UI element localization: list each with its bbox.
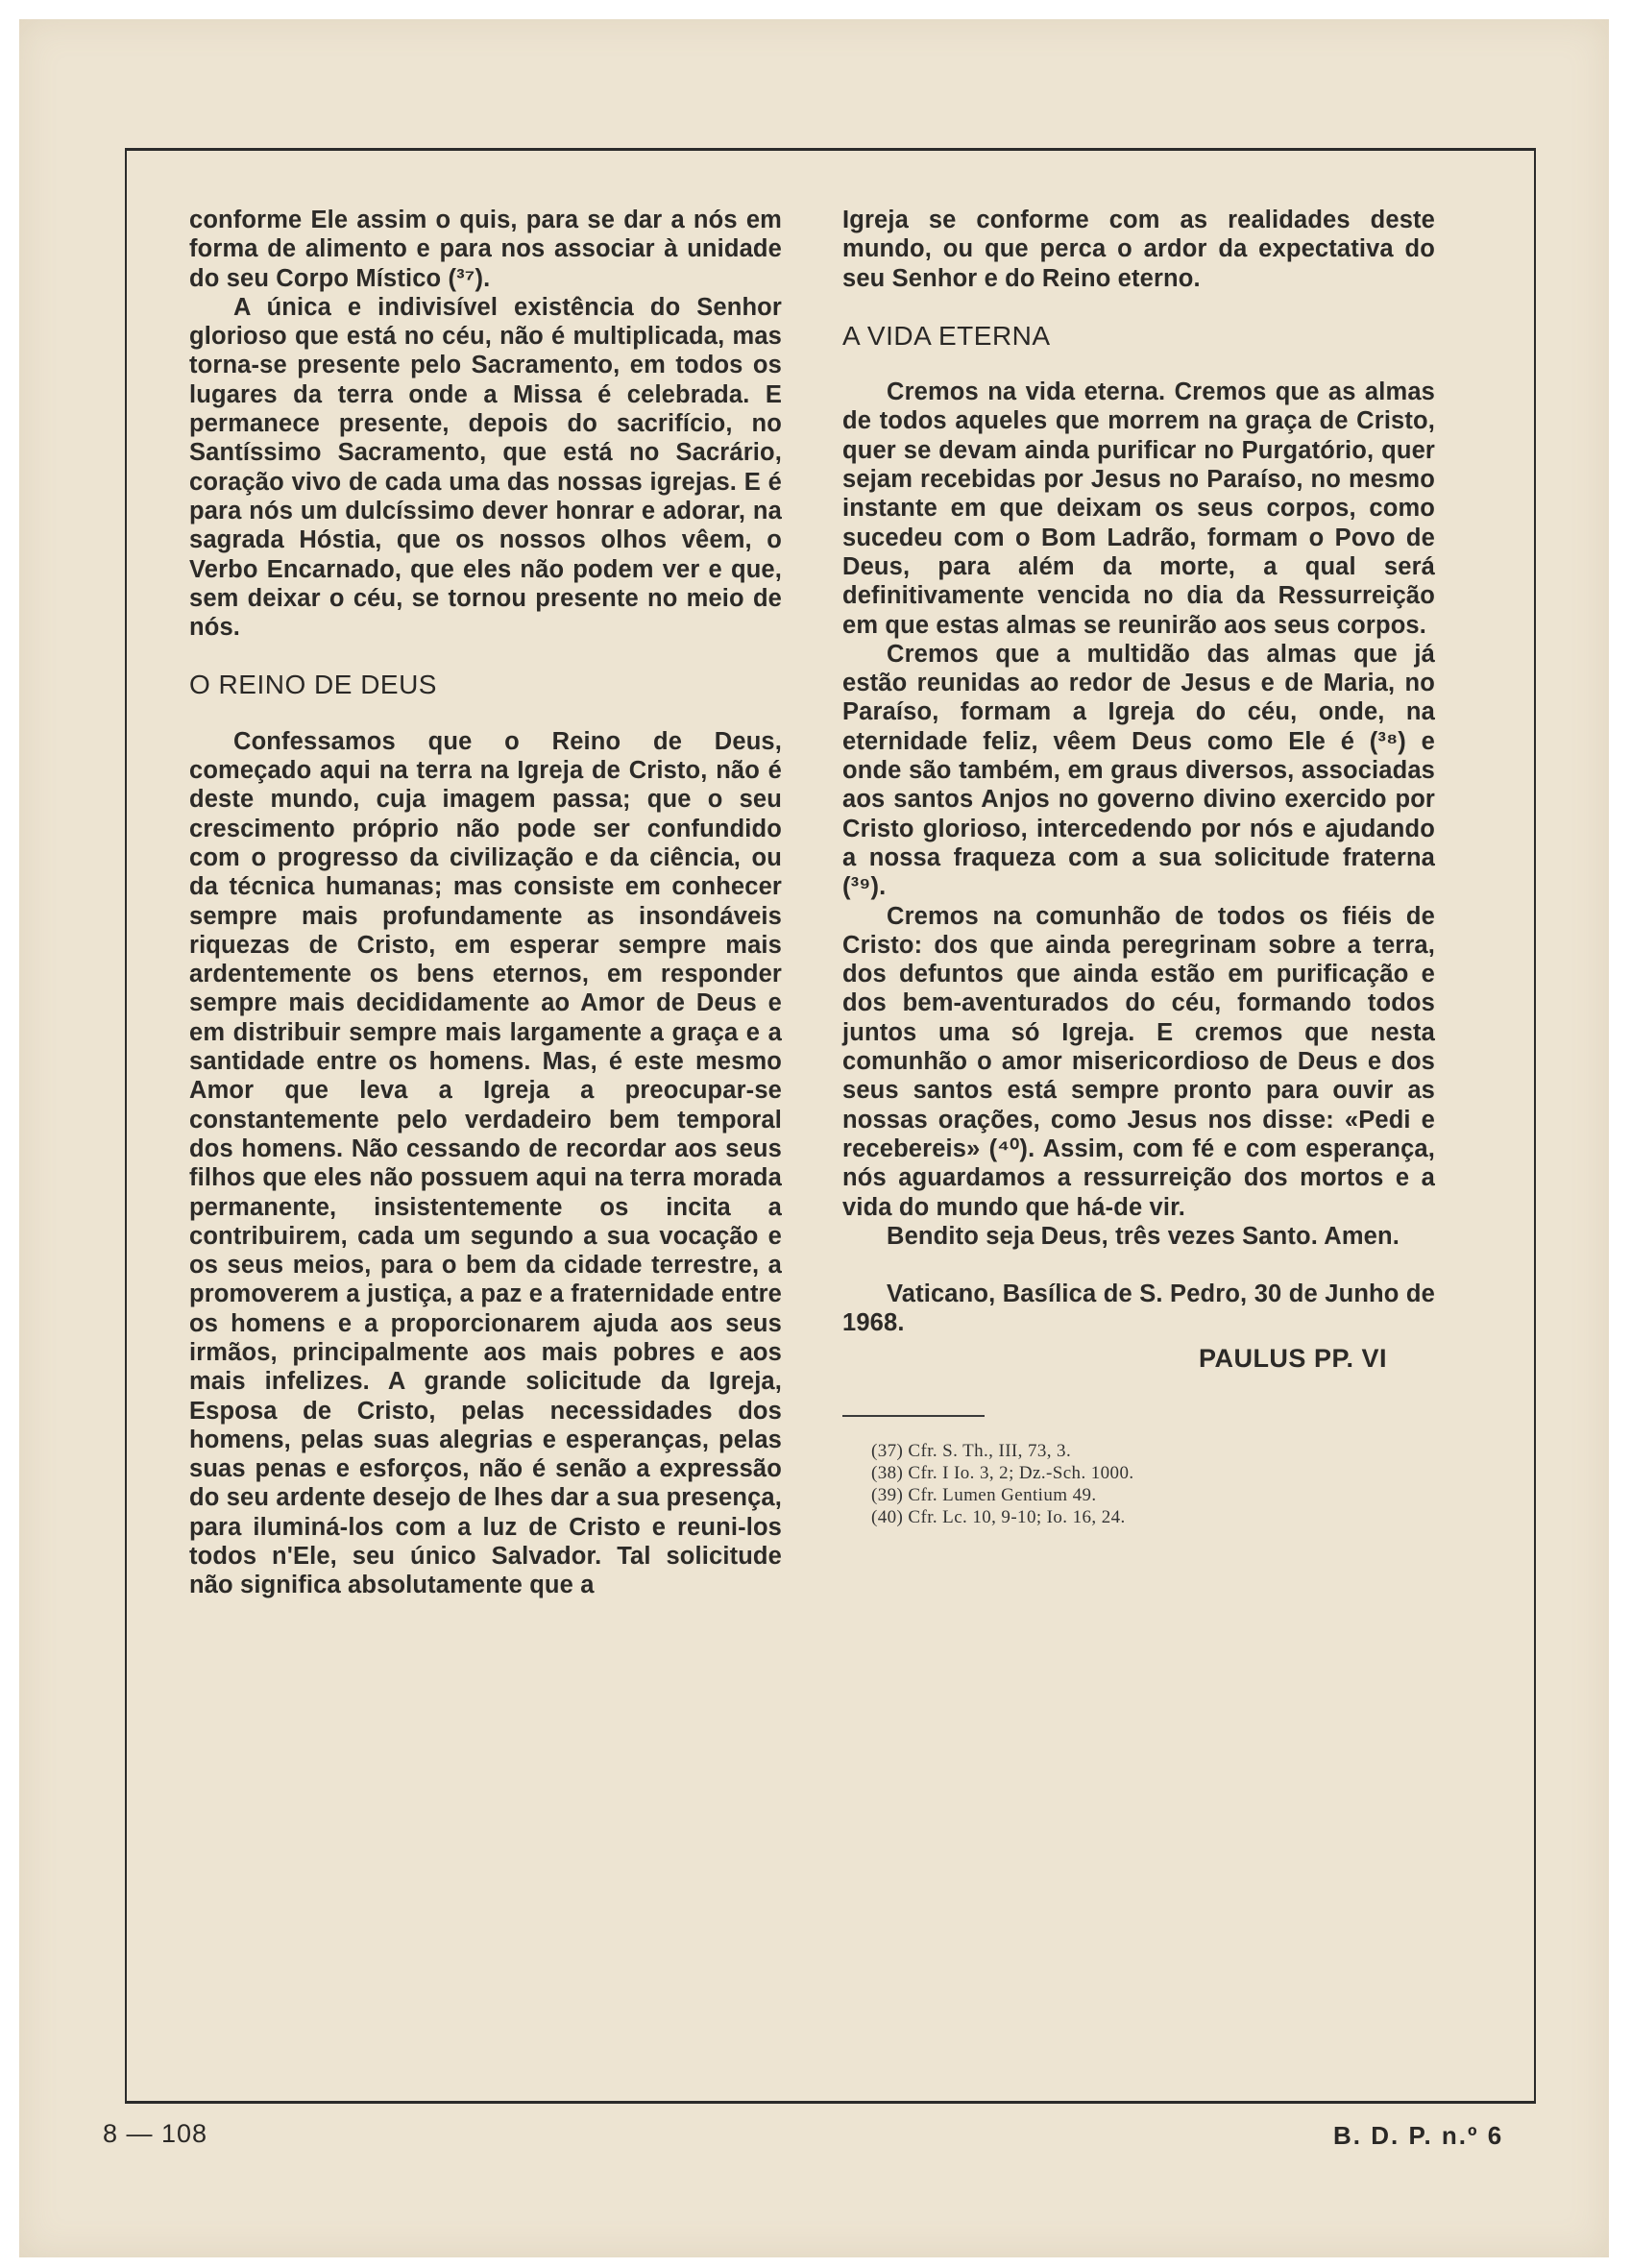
section-heading-reino-de-deus: O REINO DE DEUS (189, 670, 437, 700)
section-heading-vida-eterna: A VIDA ETERNA (842, 320, 1051, 351)
paragraph: Cremos que a multidão das almas que já estão reunidas ao redor de Jesus e de Maria, no Paraíso, formam a Igreja do céu, onde, na eternidade feliz, vêem Deus como Ele é (³⁸) e onde são também, em graus diversos, associadas aos santos Anjos no governo divino exercido por Cristo glorioso, intercedendo por nós e ajudando a nossa fraqueza com a sua solicitude fraterna (³⁹). (842, 640, 1435, 901)
paragraph: Cremos na comunhão de todos os fiéis de Cristo: dos que ainda peregrinam sobre a terra, dos defuntos que ainda estão em purificação e dos bem-aventurados do céu, formando todos juntos uma só Igreja. E cremos que nesta comunhão o amor misericordioso de Deus e dos seus santos está sempre pronto para ouvir as nossas orações, como Jesus nos disse: «Pedi e recebereis» (⁴⁰). Assim, com fé e com esperança, nós aguardamos a ressurreição dos mortos e a vida do mundo que há-de vir. (842, 902, 1435, 1221)
footnote-divider (842, 1415, 985, 1417)
page-number: 8 — 108 (103, 2119, 208, 2148)
footnote-38: (38) Cfr. I Io. 3, 2; Dz.-Sch. 1000. (871, 1462, 1134, 1483)
left-column (189, 206, 782, 1600)
paragraph: Cremos na vida eterna. Cremos que as almas de todos aqueles que morrem na graça de Cristo, quer se devam ainda purificar no Purgatório, quer sejam recebidas por Jesus no Paraíso, no mesmo instante em que deixam os seus corpos, como sucedeu com o Bom Ladrão, formam o Povo de Deus, para além da morte, a qual será definitivamente vencida no dia da Ressurreição em que estas almas se reunirão aos seus corpos. (842, 378, 1435, 639)
footnotes (842, 1440, 1435, 1528)
signature: PAULUS PP. VI (1198, 1343, 1387, 1373)
paragraph: Igreja se conforme com as realidades deste mundo, ou que perca o ardor da expectativa do seu Senhor e do Reino eterno. (842, 207, 1435, 292)
footnote-40: (40) Cfr. Lc. 10, 9-10; Io. 16, 24. (871, 1506, 1126, 1527)
dateline: Vaticano, Basílica de S. Pedro, 30 de Junho de 1968. (842, 1280, 1435, 1337)
footnote-37: (37) Cfr. S. Th., III, 73, 3. (871, 1440, 1072, 1461)
closing-line: Bendito seja Deus, três vezes Santo. Amen. (887, 1222, 1400, 1250)
paragraph: Confessamos que o Reino de Deus, começado aqui na terra na Igreja de Cristo, não é deste mundo, cuja imagem passa; que o seu crescimento próprio não pode ser confundido com o progresso da civilização e da ciência, ou da técnica humanas; mas consiste em conhecer sempre mais profundamente as insondáveis riquezas de Cristo, em esperar sempre mais ardentemente os bens eternos, em responder sempre mais decididamente ao Amor de Deus e em distribuir sempre mais largamente a graça e a santidade entre os homens. Mas, é este mesmo Amor que leva a Igreja a preocupar-se constantemente pelo verdadeiro bem temporal dos homens. Não cessando de recordar aos seus filhos que eles não possuem aqui na terra morada permanente, insistentemente os incita a contribuirem, cada um segundo a sua vocação e os seus meios, para o bem da cidade terrestre, a promoverem a justiça, a paz e a fraternidade entre os homens e a proporcionarem ajuda aos seus irmãos, principalmente aos mais pobres e aos mais infelizes. A grande solicitude da Igreja, Esposa de Cristo, pelas necessidades dos homens, pelas suas alegrias e esperanças, pelas suas penas e esforços, não é senão a expressão do seu ardente desejo de lhes dar a sua presença, para iluminá-los com a luz de Cristo e reuni-los todos n'Ele, seu único Salvador. Tal solicitude não significa absolutamente que a (189, 727, 782, 1599)
paragraph: conforme Ele assim o quis, para se dar a nós em forma de alimento e para nos associar à unidade do seu Corpo Místico (³⁷). (189, 207, 782, 292)
paragraph: A única e indivisível existência do Senhor glorioso que está no céu, não é multiplicada, mas torna-se presente pelo Sacramento, em todos os lugares da terra onde a Missa é celebrada. E permanece presente, depois do sacrifício, no Santíssimo Sacramento, que está no Sacrário, coração vivo de cada uma das nossas igrejas. E é para nós um dulcíssimo dever honrar e adorar, na sagrada Hóstia, que os nossos olhos vêem, o Verbo Encarnado, que eles não podem ver e que, sem deixar o céu, se tornou presente no meio de nós. (189, 293, 782, 642)
footnote-39: (39) Cfr. Lumen Gentium 49. (871, 1484, 1097, 1505)
publication-label: B. D. P. n.º 6 (1333, 2121, 1504, 2150)
right-column (842, 206, 1435, 1528)
